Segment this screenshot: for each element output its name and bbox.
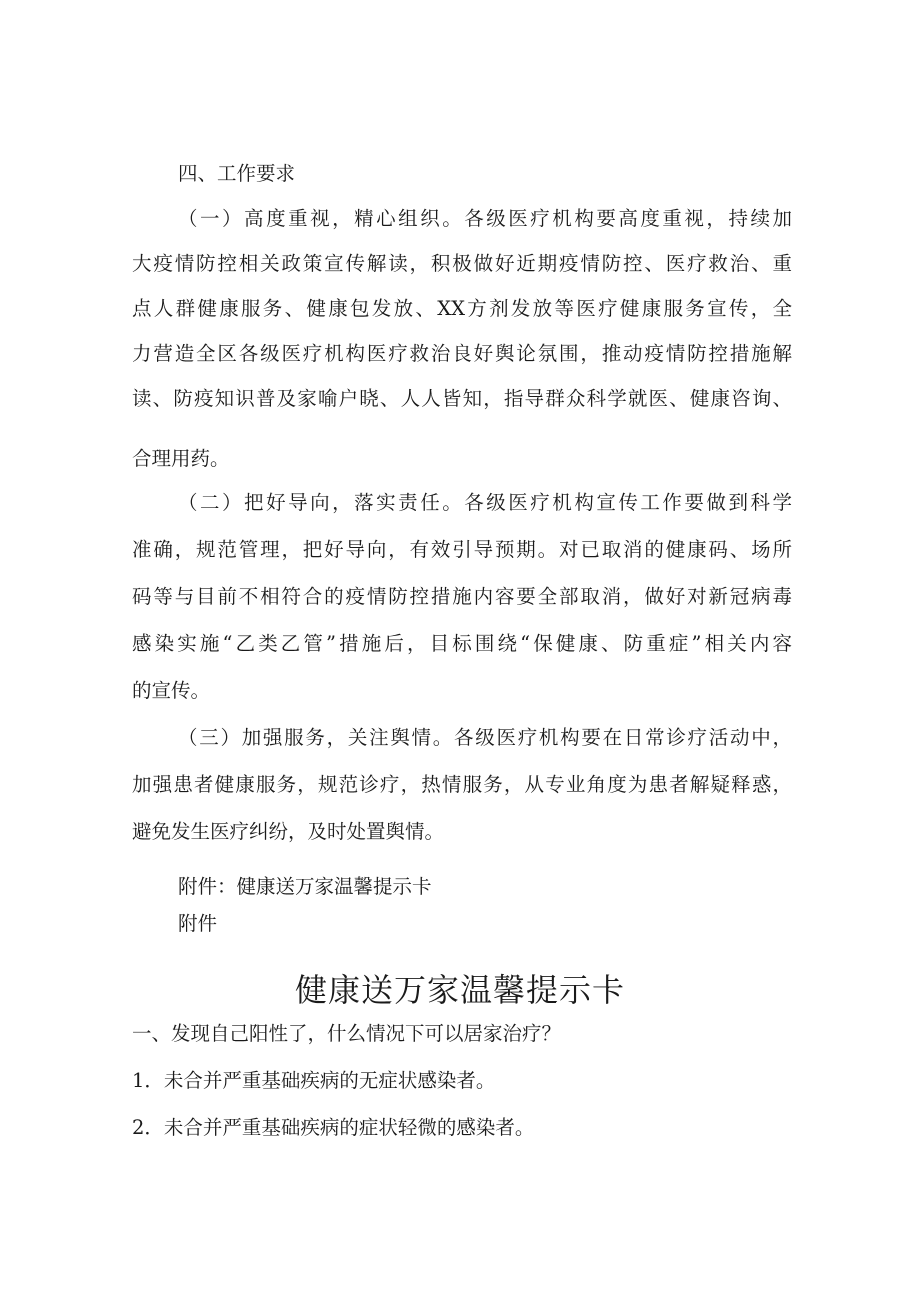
paragraph-3-line-1: （三）加强服务，关注舆情。各级医疗机构要在日常诊疗活动中， [178,726,792,749]
paragraph-2-line-2: 准确，规范管理，把好导向，有效引导预期。对已取消的健康码、场所 [132,538,792,561]
paragraph-3-line-3: 避免发生医疗纠纷，及时处置舆情。 [132,820,445,843]
paragraph-1-line-3: 点人群健康服务、健康包发放、XX方剂发放等医疗健康服务宣传，全 [132,297,792,320]
paragraph-1-line-6: 合理用药。 [132,447,230,470]
paragraph-1-line-1: （一）高度重视，精心组织。各级医疗机构要高度重视，持续加 [178,207,792,230]
paragraph-1-line-4: 力营造全区各级医疗机构医疗救治良好舆论氛围，推动疫情防控措施解 [132,342,792,365]
attachment-line: 附件：健康送万家温馨提示卡 [178,875,432,898]
paragraph-1-line-2: 大疫情防控相关政策宣传解读，积极做好近期疫情防控、医疗救治、重 [132,252,792,275]
paragraph-2-line-4: 感染实施“乙类乙管”措施后，目标围绕“保健康、防重症”相关内容 [132,632,792,655]
paragraph-3-line-2: 加强患者健康服务，规范诊疗，热情服务，从专业角度为患者解疑释惑， [132,773,792,796]
attachment-label: 附件 [178,912,218,935]
card-title: 健康送万家温馨提示卡 [294,971,625,1009]
list-item: 1．未合并严重基础疾病的无症状感染者。 [132,1069,496,1092]
paragraph-2-line-5: 的宣传。 [132,679,211,702]
list-item: 2．未合并严重基础疾病的症状轻微的感染者。 [132,1116,535,1139]
paragraph-1-line-5: 读、防疫知识普及家喻户晓、人人皆知，指导群众科学就医、健康咨询、 [132,387,792,410]
section-heading: 四、工作要求 [178,162,296,185]
paragraph-2-line-3: 码等与目前不相符合的疫情防控措施内容要全部取消，做好对新冠病毒 [132,585,792,608]
paragraph-2-line-1: （二）把好导向，落实责任。各级医疗机构宣传工作要做到科学 [178,491,792,514]
question-1: 一、发现自己阳性了，什么情况下可以居家治疗？ [132,1022,562,1045]
